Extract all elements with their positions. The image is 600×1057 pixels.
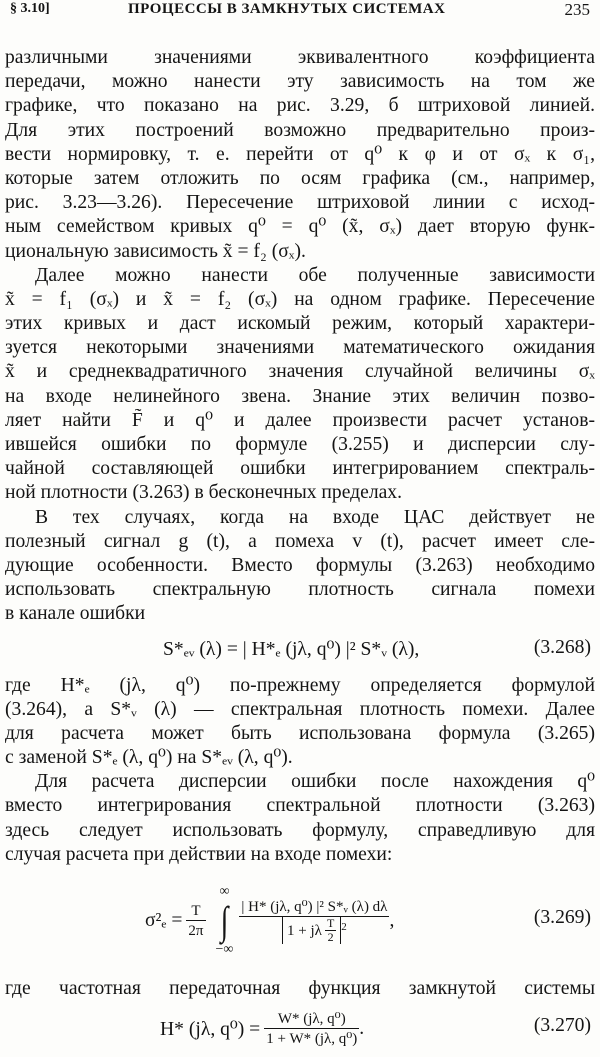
- text-line: рис. 3.23—3.26). Пересечение штриховой линии с исход-: [5, 192, 595, 214]
- paragraph-1: [5, 46, 595, 264]
- paragraph-2: [5, 264, 595, 506]
- text-line: Для расчета дисперсии ошибки после нахождения q⁰: [35, 771, 595, 793]
- equation-lhs: σ²ₑ =: [145, 910, 183, 931]
- paragraph-5: [5, 770, 595, 867]
- exponent: 2: [341, 921, 347, 933]
- equation-formula: S*ₑᵥ (λ) = | H*ₑ (jλ, q⁰) |² S*ᵥ (λ),: [163, 638, 420, 660]
- paragraph-4: [5, 674, 595, 771]
- text-line: чайной составляющей ошибки интегрированием спектраль-: [5, 458, 595, 480]
- equation-number: (3.270): [533, 1015, 591, 1037]
- integral-upper-limit: ∞: [219, 884, 230, 899]
- text-line: передачи, можно нанести эту зависимость на том же: [5, 71, 595, 93]
- fraction-denominator: 1 + W* (jλ, q⁰): [266, 1030, 358, 1047]
- text-line: (3.264), а S*ᵥ (λ) — спектральная плотность помехи. Далее: [5, 698, 595, 720]
- integrand-fraction: [239, 898, 389, 944]
- integrand-denominator: [239, 917, 389, 944]
- text-line: ившейся ошибки по формуле (3.255) и дисперсии слу-: [5, 434, 595, 455]
- equation-punctuation: ,: [389, 910, 395, 931]
- equation-3-269: [5, 867, 595, 977]
- text-line: зуется некоторыми значениями математического ожидания: [5, 337, 595, 359]
- text-line: В тех случаях, когда на входе ЦАС действует не: [35, 506, 595, 528]
- page-body: [5, 46, 595, 1057]
- inner-fraction: [325, 917, 336, 944]
- running-header: [10, 0, 590, 22]
- text-line: использовать спектральную плотность сигнала помехи: [5, 579, 595, 601]
- text-line: где частотная передаточная функция замкнутой системы: [5, 978, 595, 999]
- text-line: этих кривых и даст искомый режим, который характери-: [5, 313, 595, 335]
- text-line: в канале ошибки: [5, 603, 146, 625]
- transfer-function-fraction: [264, 1010, 359, 1049]
- text-line: ной плотности (3.263) в бесконечных пределах.: [5, 482, 402, 504]
- equation-3-268: [5, 627, 595, 674]
- integral-symbol-icon: ∫: [220, 898, 229, 943]
- text-line: вместо интегрирования спектральной плотности (3.263): [5, 795, 595, 817]
- text-line: которые затем отложить по осям графика (см., например,: [5, 167, 595, 189]
- text-line: где H*ₑ (jλ, q⁰) по-прежнему определяется формулой: [5, 674, 595, 696]
- section-number: § 3.10]: [10, 1, 50, 16]
- chapter-title: ПРОЦЕССЫ В ЗАМКНУТЫХ СИСТЕМАХ: [128, 1, 446, 17]
- text-line: Для этих построений возможно предварительно произ-: [5, 119, 595, 141]
- equation-punctuation: .: [359, 1018, 365, 1040]
- text-line: Далее можно нанести обе полученные зависимости: [35, 264, 595, 286]
- fraction-denominator: 2: [327, 930, 334, 944]
- text-line: с заменой S*ₑ (λ, q⁰) на S*ₑᵥ (λ, q⁰).: [5, 747, 293, 769]
- coefficient-fraction: [186, 902, 205, 941]
- text-line: для расчета может быть использована формула (3.265): [5, 722, 595, 744]
- equation-number: (3.269): [533, 907, 591, 928]
- integrand-numerator: | H* (jλ, q⁰) |² S*ᵥ (λ) dλ: [241, 899, 388, 915]
- text-line: на входе нелинейного звена. Знание этих величин позво-: [5, 385, 595, 407]
- equation-3-270: [5, 1001, 595, 1057]
- text-line: случая расчета при действии на входе помехи:: [5, 843, 393, 865]
- text-line: полезный сигнал g (t), а помеха v (t), расчет имеет сле-: [5, 530, 595, 552]
- text-line: вести нормировку, т. е. перейти от q⁰ к φ и от σₓ к σ₁,: [5, 143, 595, 165]
- text-line: циональную зависимость x̃ = f₂ (σₓ).: [5, 240, 306, 262]
- equation-number: (3.268): [533, 636, 591, 658]
- text-line: графике, что показано на рис. 3.29, б штриховой линией.: [5, 95, 595, 117]
- text-line: x̃ = f₁ (σₓ) и x̃ = f₂ (σₓ) на одном графике. Пересечение: [5, 288, 595, 310]
- paragraph-6: [5, 977, 595, 1001]
- paragraph-3: [5, 506, 595, 627]
- text-line: различными значениями эквивалентного коэффициента: [5, 47, 595, 68]
- page-number: 235: [564, 0, 590, 19]
- text-line: x̃ и среднеквадратичного значения случайной величины σₓ: [5, 361, 595, 383]
- text-line: дующие особенности. Вместо формулы (3.263) необходимо: [5, 554, 595, 576]
- text-line: здесь следует использовать формулу, справедливую для: [5, 819, 595, 841]
- denominator-term: 1 + jλ: [287, 922, 322, 939]
- text-line: ляет найти F̃ и q⁰ и далее произвести расчет установ-: [5, 409, 595, 431]
- integral-lower-limit: −∞: [215, 942, 234, 957]
- fraction-numerator: W* (jλ, q⁰): [264, 1010, 359, 1029]
- absolute-value: [282, 917, 341, 944]
- equation-lhs: H* (jλ, q⁰) =: [160, 1019, 261, 1041]
- integral-sign: [216, 885, 234, 957]
- fraction-denominator: 2π: [188, 922, 204, 939]
- equation-formula: [145, 881, 394, 961]
- text-line: ным семейством кривых q⁰ = q⁰ (x̃, σₓ) дает вторую функ-: [5, 216, 595, 238]
- fraction-numerator: T: [326, 916, 335, 930]
- fraction-numerator: T: [186, 902, 205, 921]
- equation-formula: [160, 1005, 364, 1053]
